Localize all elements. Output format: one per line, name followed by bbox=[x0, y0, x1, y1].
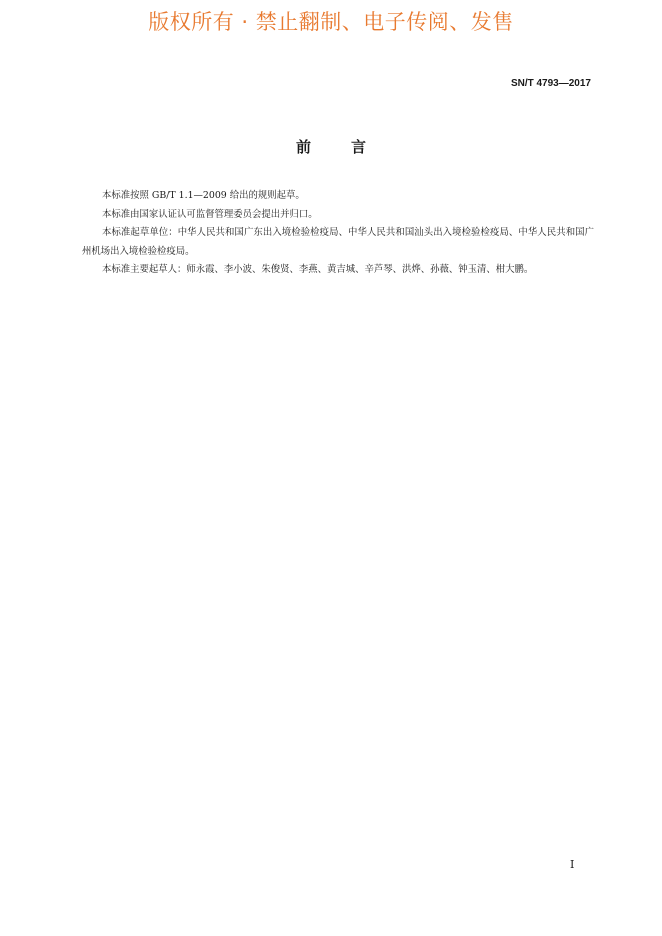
paragraph-drafters: 本标准主要起草人：师永霞、李小波、朱俊贤、李燕、黄吉城、辛芦琴、洪烨、孙薇、钟玉清、柑大鹏。 bbox=[102, 264, 534, 275]
foreword-body bbox=[82, 187, 594, 280]
paragraph-drafting-rules: 本标准按照 GB/T 1.1—2009 给出的规则起草。 bbox=[102, 190, 305, 201]
paragraph-drafting-units: 本标准起草单位：中华人民共和国广东出入境检验检疫局、中华人民共和国汕头出入境检验检疫局、中华人民共和国广州机场出入境检验检疫局。 bbox=[82, 227, 594, 257]
copyright-watermark: 版权所有 · 禁止翻制、电子传阅、发售 bbox=[148, 10, 514, 34]
section-title: 前言 bbox=[295, 138, 406, 156]
paragraph-proposer: 本标准由国家认证认可监督管理委员会提出并归口。 bbox=[102, 208, 318, 220]
page-number: I bbox=[570, 858, 575, 871]
standard-code: SN/T 4793—2017 bbox=[510, 78, 591, 89]
